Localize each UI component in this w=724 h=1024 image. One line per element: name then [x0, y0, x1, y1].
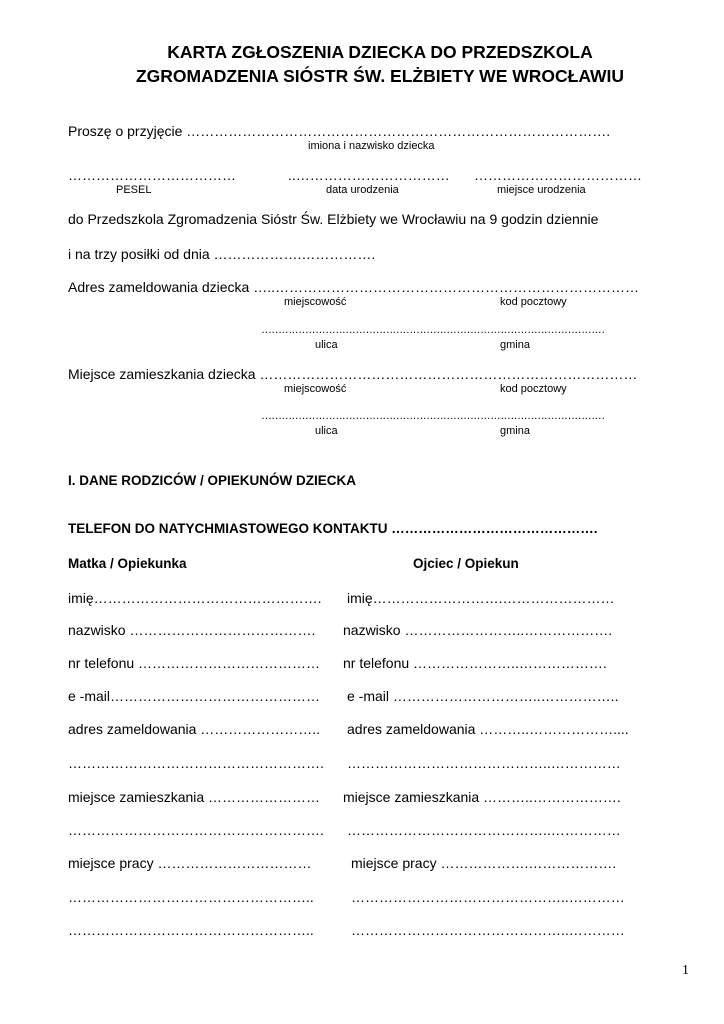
mother-registered-address-line2[interactable]: ………………………………………………. — [68, 755, 324, 771]
birth-place-caption: miejsce urodzenia — [497, 184, 586, 196]
father-header: Ojciec / Opiekun — [413, 556, 519, 571]
mother-first-name-field[interactable]: imię…………………………………………. — [68, 590, 322, 606]
residence-postal-caption: kod pocztowy — [500, 383, 567, 395]
residence-street-field[interactable]: ………………………………………………………………………………………… — [261, 410, 605, 422]
residence-city-caption: miejscowość — [284, 383, 347, 395]
birth-date-field[interactable]: ..…………………………… — [288, 167, 450, 183]
father-last-name-field[interactable]: nazwisko ……………………..………………. — [343, 622, 613, 638]
residence-address-field[interactable]: Miejsce zamieszkania dziecka ……………………………………………………………………… — [68, 366, 638, 382]
child-name-caption: imiona i nazwisko dziecka — [308, 140, 435, 152]
mother-workplace-line2[interactable]: …………………………………………….. — [68, 889, 314, 905]
mother-email-field[interactable]: e -mail……………………………………… — [68, 688, 321, 704]
birth-date-caption: data urodzenia — [326, 184, 399, 196]
father-registered-address-line2[interactable]: ……………………………………..…………… — [347, 755, 621, 771]
mother-residence-line2[interactable]: ………………………………………………. — [68, 822, 324, 838]
form-title-line1: KARTA ZGŁOSZENIA DZIECKA DO PRZEDSZKOLA — [167, 42, 593, 62]
residence-street-caption: ulica — [315, 425, 338, 437]
father-workplace-field[interactable]: miejsce pracy ……………….………………. — [351, 855, 617, 871]
page-number: 1 — [682, 963, 689, 978]
father-email-field[interactable]: e -mail …………………………..…………….. — [347, 688, 619, 704]
pesel-caption: PESEL — [116, 184, 152, 196]
father-workplace-line2[interactable]: ………………………………………..………… — [351, 889, 625, 905]
child-name-field[interactable]: Proszę o przyjęcie ………………………………………………………………………………. — [68, 123, 611, 139]
start-date-field[interactable]: i na trzy posiłki od dnia ……………….……………. — [68, 246, 376, 262]
mother-header: Matka / Opiekunka — [68, 556, 187, 571]
father-registered-address-field[interactable]: adres zameldowania ………..……………….... — [347, 721, 629, 737]
registered-city-caption: miejscowość — [284, 296, 347, 308]
form-title-line2: ZGROMADZENIA SIÓSTR ŚW. ELŻBIETY WE WROCŁAWIU — [135, 66, 625, 86]
father-phone-field[interactable]: nr telefonu …………………..………………. — [343, 655, 607, 671]
mother-registered-address-field[interactable]: adres zameldowania …………………….. — [68, 721, 321, 737]
mother-workplace-line3[interactable]: …………………………………………….. — [68, 922, 314, 938]
section-heading: I. DANE RODZICÓW / OPIEKUNÓW DZIECKA — [68, 473, 356, 488]
father-workplace-line3[interactable]: ………………………………………..………… — [351, 922, 625, 938]
mother-workplace-field[interactable]: miejsce pracy …………………………… — [68, 855, 312, 871]
registered-street-field[interactable]: ………………………………………………………………………………………… — [261, 324, 605, 336]
father-residence-line2[interactable]: ……………………………………..…………… — [347, 822, 621, 838]
mother-residence-field[interactable]: miejsce zamieszkania …………………… — [68, 789, 321, 805]
registered-commune-caption: gmina — [500, 339, 530, 351]
mother-phone-field[interactable]: nr telefonu ………………………………… — [68, 655, 321, 671]
father-residence-field[interactable]: miejsce zamieszkania ………..………………. — [343, 789, 621, 805]
birth-place-field[interactable]: ……………………………… — [474, 167, 642, 183]
registered-address-field[interactable]: Adres zameldowania dziecka …..…………………………………………………………………… — [68, 279, 639, 295]
kindergarten-line: do Przedszkola Zgromadzenia Sióstr Św. Elżbiety we Wrocławiu na 9 godzin dziennie — [68, 211, 599, 227]
father-first-name-field[interactable]: imię……………………….…………………… — [347, 590, 615, 606]
residence-commune-caption: gmina — [500, 425, 530, 437]
mother-last-name-field[interactable]: nazwisko …………………………………. — [68, 622, 316, 638]
registered-postal-caption: kod pocztowy — [500, 296, 567, 308]
registered-street-caption: ulica — [315, 339, 338, 351]
pesel-field[interactable]: ……………………………… — [68, 167, 236, 183]
emergency-phone-field[interactable]: TELEFON DO NATYCHMIASTOWEGO KONTAKTU ………………………………………. — [68, 521, 598, 536]
